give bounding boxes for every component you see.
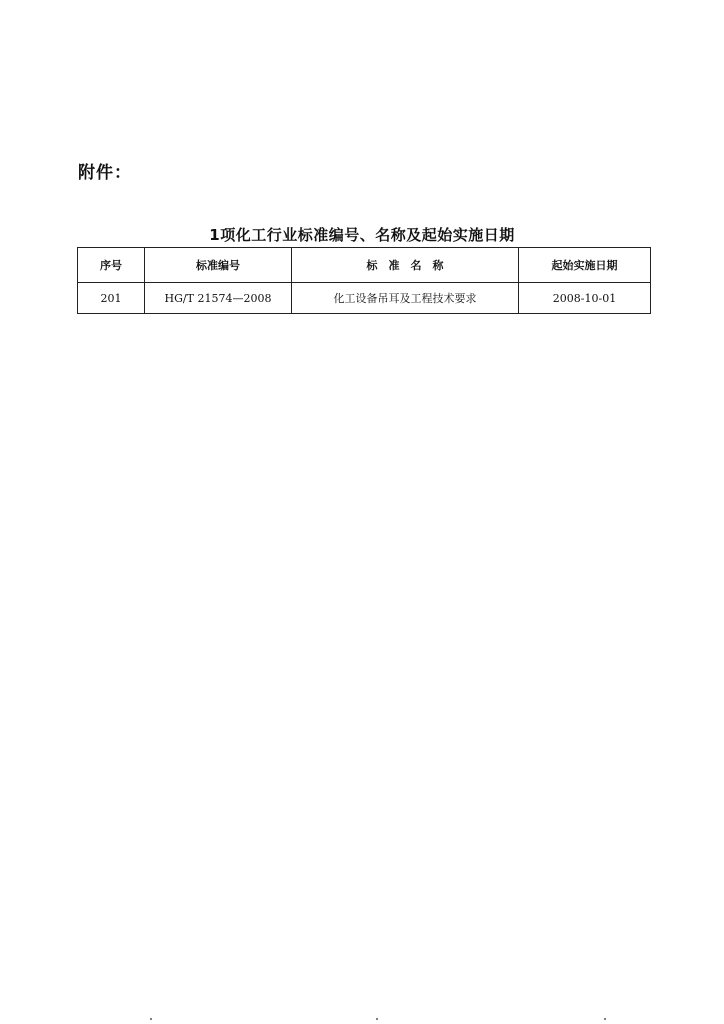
cell-seq: 201 xyxy=(78,283,145,314)
standards-table xyxy=(77,247,651,314)
header-standard-code: 标准编号 xyxy=(145,248,292,283)
cell-start-date: 2008-10-01 xyxy=(519,283,651,314)
scan-speck xyxy=(376,1018,378,1020)
header-start-date: 起始实施日期 xyxy=(519,248,651,283)
table-title: 1项化工行业标准编号、名称及起始实施日期 xyxy=(209,226,515,244)
header-standard-name: 标 准 名 称 xyxy=(292,248,519,283)
cell-standard-name: 化工设备吊耳及工程技术要求 xyxy=(292,283,519,314)
cell-standard-code: HG/T 21574—2008 xyxy=(145,283,292,314)
table-row xyxy=(78,283,651,314)
table-header-row xyxy=(78,248,651,283)
attachment-label: 附件： xyxy=(78,163,132,183)
scan-speck xyxy=(604,1018,606,1020)
header-seq: 序号 xyxy=(78,248,145,283)
scan-speck xyxy=(150,1018,152,1020)
